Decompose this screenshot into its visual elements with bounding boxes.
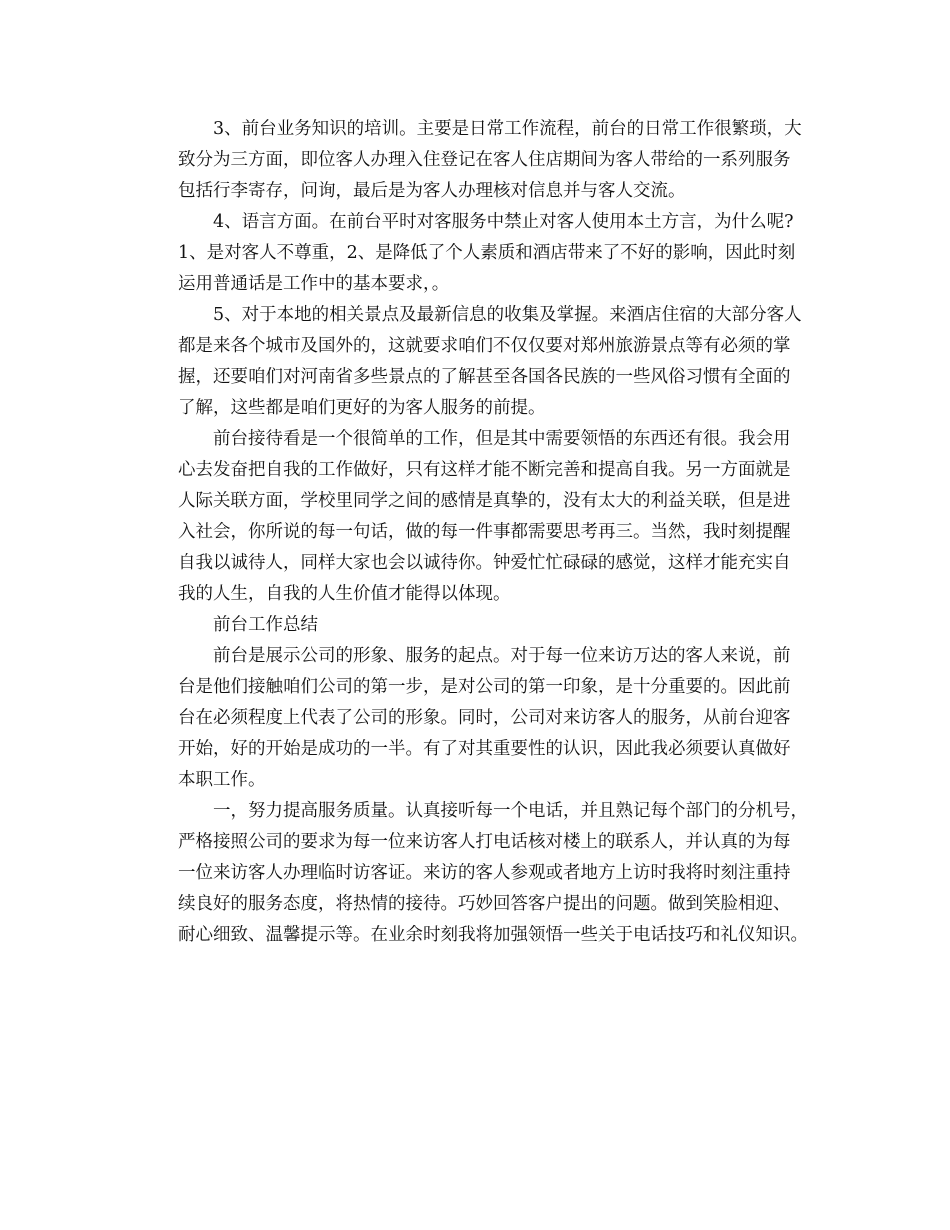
- paragraph: [143, 796, 823, 951]
- paragraph: [143, 610, 823, 641]
- text-line: 1、是对客人不尊重，2、是降低了个人素质和酒店带来了不好的影响，因此时刻: [178, 243, 796, 263]
- text-line: 致分为三方面，即位客人办理入住登记在客人住店期间为客人带给的一系列服务: [178, 150, 791, 170]
- text-line: 都是来各个城市及国外的，这就要求咱们不仅仅要对郑州旅游景点等有必须的掌: [178, 336, 791, 356]
- text-line: 5、对于本地的相关景点及最新信息的收集及掌握。来酒店住宿的大部分客人: [213, 305, 802, 325]
- text-line: 本职工作。: [178, 770, 266, 790]
- text-line: 一，努力提高服务质量。认真接听每一个电话，并且熟记每个部门的分机号，: [213, 801, 808, 821]
- text-line: 续良好的服务态度，将热情的接待。巧妙回答客户提出的问题。做到笑脸相迎、: [178, 894, 791, 914]
- text-line: 严格接照公司的要求为每一位来访客人打电话核对楼上的联系人，并认真的为每: [178, 832, 791, 852]
- text-line: 4、语言方面。在前台平时对客服务中禁止对客人使用本土方言，为什么呢?: [213, 212, 794, 232]
- text-line: 一位来访客人办理临时访客证。来访的客人参观或者地方上访时我将时刻注重持: [178, 863, 791, 883]
- text-line: 握，还要咱们对河南省多些景点的了解甚至各国各民族的一些风俗习惯有全面的: [178, 367, 791, 387]
- text-line: 前台是展示公司的形象、服务的起点。对于每一位来访万达的客人来说，前: [213, 646, 791, 666]
- text-line: 前台接待看是一个很简单的工作，但是其中需要领悟的东西还有很。我会用: [213, 429, 791, 449]
- text-line: 了解，这些都是咱们更好的为客人服务的前提。: [178, 398, 546, 418]
- text-line: 3、前台业务知识的培训。主要是日常工作流程，前台的日常工作很繁琐，大: [213, 119, 802, 139]
- document-page: [143, 114, 823, 951]
- paragraph: [143, 641, 823, 796]
- text-line: 台是他们接触咱们公司的第一步，是对公司的第一印象，是十分重要的。因此前: [178, 677, 791, 697]
- paragraph: [143, 300, 823, 424]
- text-line: 心去发奋把自我的工作做好，只有这样才能不断完善和提高自我。另一方面就是: [178, 460, 791, 480]
- text-line: 人际关联方面，学校里同学之间的感情是真挚的，没有太大的利益关联，但是进: [178, 491, 791, 511]
- paragraph: [143, 207, 823, 300]
- text-line: 我的人生，自我的人生价值才能得以体现。: [178, 584, 511, 604]
- text-line: 包括行李寄存，问询，最后是为客人办理核对信息并与客人交流。: [178, 181, 686, 201]
- text-line: 开始，好的开始是成功的一半。有了对其重要性的认识，因此我必须要认真做好: [178, 739, 791, 759]
- paragraph: [143, 424, 823, 610]
- text-line: 运用普通话是工作中的基本要求，。: [178, 274, 450, 294]
- text-line: 自我以诚待人，同样大家也会以诚待你。钟爱忙忙碌碌的感觉，这样才能充实自: [178, 553, 791, 573]
- text-line: 入社会，你所说的每一句话，做的每一件事都需要思考再三。当然，我时刻提醒: [178, 522, 791, 542]
- text-line: 前台工作总结: [213, 615, 318, 635]
- text-line: 台在必须程度上代表了公司的形象。同时，公司对来访客人的服务，从前台迎客: [178, 708, 791, 728]
- text-line: 耐心细致、温馨提示等。在业余时刻我将加强领悟一些关于电话技巧和礼仪知识。: [178, 925, 808, 945]
- paragraph: [143, 114, 823, 207]
